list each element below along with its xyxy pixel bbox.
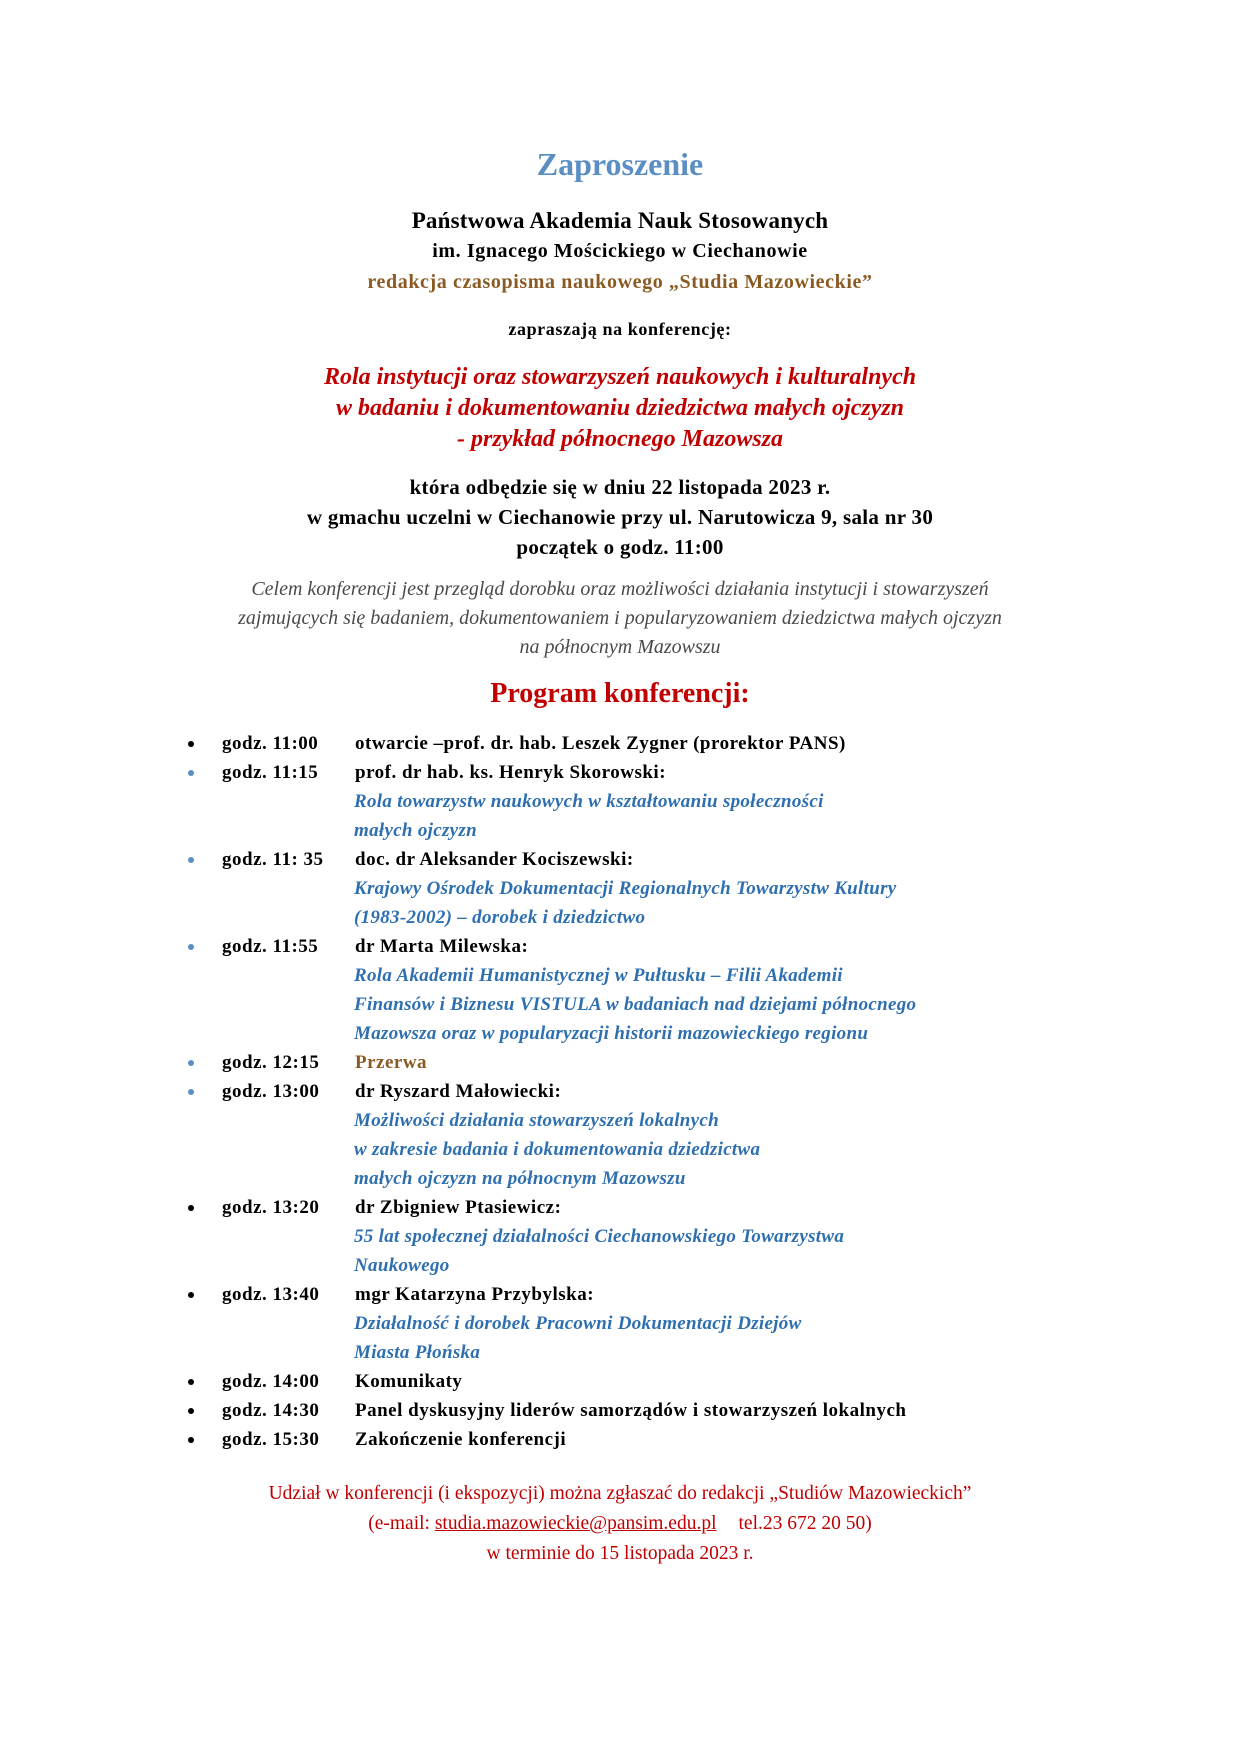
agenda-item (176, 1425, 1076, 1454)
agenda-speaker: prof. dr hab. ks. Henryk Skorowski: (355, 762, 667, 783)
program-title: Program konferencji: (490, 678, 750, 709)
agenda-talk-line: Działalność i dorobek Pracowni Dokumentacji Dziejów (354, 1313, 802, 1334)
agenda-list (176, 729, 1076, 1454)
agenda-item (176, 758, 1076, 845)
agenda-time: godz. 11:15 (222, 762, 319, 783)
agenda-speaker: dr Zbigniew Ptasiewicz: (355, 1197, 562, 1218)
phone-number: tel.23 672 20 50) (738, 1513, 872, 1534)
conference-venue: w gmachu uczelni w Ciechanowie przy ul. Narutowicza 9, sala nr 30 (306, 505, 934, 529)
conference-title (0, 362, 1240, 455)
agenda-talk-line: w zakresie badania i dokumentowania dziedzictwa (354, 1139, 761, 1160)
agenda-item (176, 1048, 1076, 1077)
agenda-time: godz. 11:55 (222, 936, 319, 957)
bullet-icon (188, 944, 194, 950)
agenda-talk-line: (1983-2002) – dorobek i dziedzictwo (354, 907, 646, 928)
email-prefix: (e-mail: (368, 1513, 430, 1534)
registration-line: Udział w konferencji (i ekspozycji) można zgłaszać do redakcji „Studiów Mazowieckich” (268, 1483, 972, 1504)
agenda-time: godz. 11:00 (222, 733, 319, 754)
agenda-item (176, 1193, 1076, 1280)
document-title: Zaproszenie (536, 146, 704, 182)
agenda-talk-line: Naukowego (354, 1255, 450, 1276)
goal-line: zajmujących się badaniem, dokumentowaniem i popularyzowaniem dziedzictwa małych ojczyzn (238, 607, 1002, 629)
agenda-talk-line: małych ojczyzn (354, 820, 477, 841)
bullet-icon (188, 1060, 194, 1066)
agenda-time: godz. 11: 35 (222, 849, 324, 870)
bullet-icon (188, 857, 194, 863)
bullet-icon (188, 770, 194, 776)
agenda-item (176, 845, 1076, 932)
registration-info (0, 1479, 1240, 1569)
agenda-talk-line: Krajowy Ośrodek Dokumentacji Regionalnych Towarzystw Kultury (354, 878, 897, 899)
goal-line: na północnym Mazowszu (519, 636, 721, 658)
conference-goal (0, 575, 1240, 662)
agenda-time: godz. 13:20 (222, 1197, 320, 1218)
agenda-break: Przerwa (355, 1052, 428, 1073)
conference-date: która odbędzie się w dniu 22 listopada 2023 r. (409, 475, 831, 499)
bullet-icon (188, 1089, 194, 1095)
email-link[interactable]: studia.mazowieckie@pansim.edu.pl (434, 1513, 717, 1534)
organizer-patron: im. Ignacego Mościckiego w Ciechanowie (432, 240, 808, 262)
bullet-icon (188, 1408, 194, 1414)
bullet-icon (188, 1379, 194, 1385)
registration-contact (0, 1509, 1240, 1539)
conference-title-line: - przykład północnego Mazowsza (456, 426, 784, 452)
agenda-talk-line: Możliwości działania stowarzyszeń lokalnych (354, 1110, 719, 1131)
agenda-speaker: doc. dr Aleksander Kociszewski: (355, 849, 634, 870)
goal-line: Celem konferencji jest przegląd dorobku oraz możliwości działania instytucji i stowarzyszeń (251, 578, 989, 600)
agenda-item (176, 932, 1076, 1048)
agenda-time: godz. 14:00 (222, 1371, 320, 1392)
invite-line: zapraszają na konferencję: (508, 319, 732, 339)
agenda-time: godz. 12:15 (222, 1052, 320, 1073)
agenda-time: godz. 13:40 (222, 1284, 320, 1305)
agenda-speaker: Zakończenie konferencji (355, 1429, 567, 1450)
registration-deadline: w terminie do 15 listopada 2023 r. (486, 1543, 754, 1564)
bullet-icon (188, 741, 194, 747)
agenda-speaker: Komunikaty (355, 1371, 463, 1392)
agenda-talk-line: Miasta Płońska (354, 1342, 481, 1363)
agenda-talk-line: Rola Akademii Humanistycznej w Pułtusku – Filii Akademii (354, 965, 843, 986)
agenda-speaker: Panel dyskusyjny liderów samorządów i stowarzyszeń lokalnych (355, 1400, 907, 1421)
agenda-speaker: dr Ryszard Małowiecki: (355, 1081, 562, 1102)
agenda-talk-line: 55 lat społecznej działalności Ciechanowskiego Towarzystwa (354, 1226, 845, 1247)
journal-editorial: redakcja czasopisma naukowego „Studia Mazowieckie” (367, 271, 873, 293)
conference-title-line: Rola instytucji oraz stowarzyszeń naukowych i kulturalnych (323, 364, 917, 390)
agenda-item (176, 1367, 1076, 1396)
agenda-speaker: dr Marta Milewska: (355, 936, 529, 957)
agenda-speaker: otwarcie –prof. dr. hab. Leszek Zygner (prorektor PANS) (355, 733, 846, 754)
agenda-item (176, 1396, 1076, 1425)
agenda-time: godz. 15:30 (222, 1429, 320, 1450)
bullet-icon (188, 1292, 194, 1298)
agenda-item (176, 1077, 1076, 1193)
agenda-speaker: mgr Katarzyna Przybylska: (355, 1284, 595, 1305)
agenda-talk-line: Finansów i Biznesu VISTULA w badaniach nad dziejami północnego (354, 994, 917, 1015)
agenda-talk-line: małych ojczyzn na północnym Mazowszu (354, 1168, 686, 1189)
agenda-talk-line: Rola towarzystw naukowych w kształtowaniu społeczności (354, 791, 824, 812)
agenda-time: godz. 13:00 (222, 1081, 320, 1102)
agenda-time: godz. 14:30 (222, 1400, 320, 1421)
conference-title-line: w badaniu i dokumentowaniu dziedzictwa małych ojczyzn (335, 395, 905, 421)
conference-details (0, 472, 1240, 562)
agenda-item (176, 729, 1076, 758)
bullet-icon (188, 1437, 194, 1443)
agenda-talk-line: Mazowsza oraz w popularyzacji historii mazowieckiego regionu (354, 1023, 869, 1044)
conference-start: początek o godz. 11:00 (516, 535, 724, 559)
agenda-item (176, 1280, 1076, 1367)
bullet-icon (188, 1205, 194, 1211)
organizer-name: Państwowa Akademia Nauk Stosowanych (411, 208, 829, 233)
